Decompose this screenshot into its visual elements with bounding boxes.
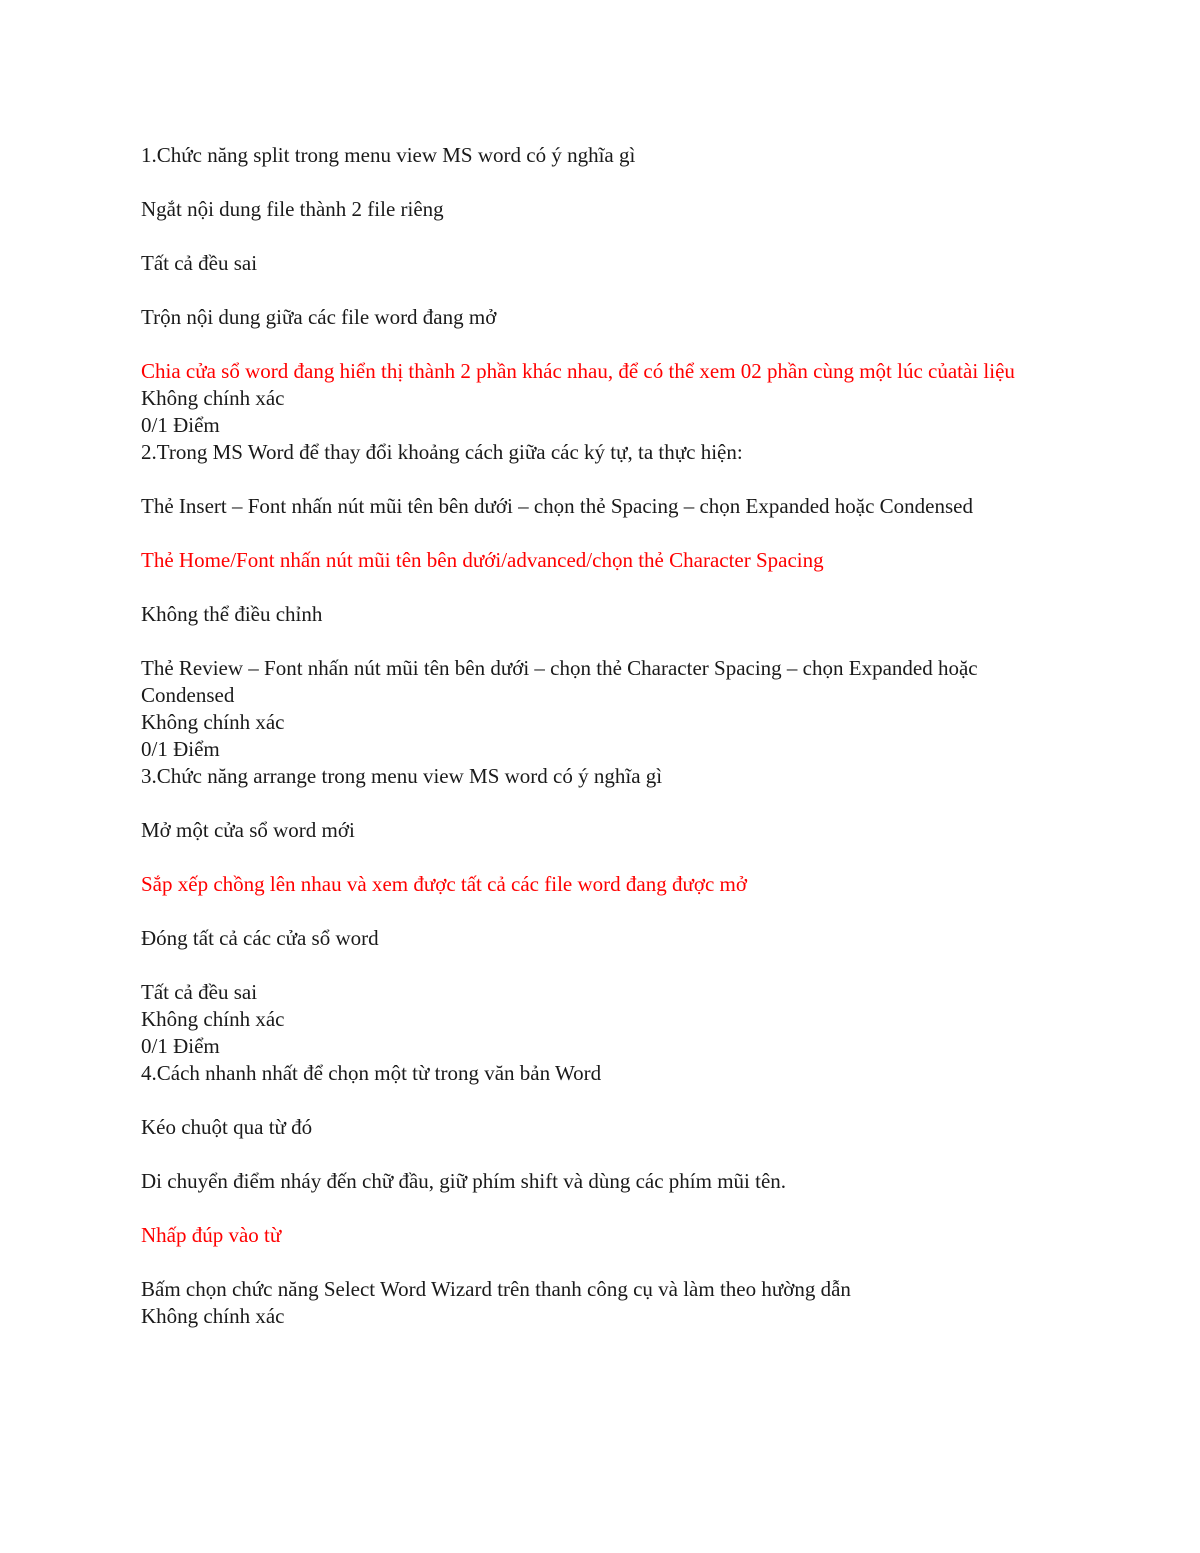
- question-1-option-3: Trộn nội dung giữa các file word đang mở: [141, 305, 497, 329]
- question-4-text: 4.Cách nhanh nhất để chọn một từ trong văn bản Word: [141, 1061, 602, 1085]
- question-1-result: Không chính xác: [141, 386, 285, 410]
- spacer: [141, 1249, 1041, 1276]
- spacer: [141, 898, 1041, 925]
- question-2-option-3: Không thể điều chỉnh: [141, 602, 323, 626]
- question-2-option-2-correct: Thẻ Home/Font nhấn nút mũi tên bên dưới/advanced/chọn thẻ Character Spacing: [141, 548, 824, 572]
- question-4-option-3-correct: Nhấp đúp vào từ: [141, 1223, 282, 1247]
- question-3-score: 0/1 Điểm: [141, 1034, 220, 1058]
- question-3-option-3: Đóng tất cả các cửa sổ word: [141, 926, 379, 950]
- question-4-option-1: Kéo chuột qua từ đó: [141, 1115, 313, 1139]
- question-3-option-4: Tất cả đều sai: [141, 980, 258, 1004]
- spacer: [141, 574, 1041, 601]
- question-2-option-1: Thẻ Insert – Font nhấn nút mũi tên bên dưới – chọn thẻ Spacing – chọn Expanded hoặc Condensed: [141, 494, 973, 518]
- spacer: [141, 1141, 1041, 1168]
- question-2-result: Không chính xác: [141, 710, 285, 734]
- question-1-score: 0/1 Điểm: [141, 413, 220, 437]
- question-3-option-1: Mở một cửa sổ word mới: [141, 818, 355, 842]
- question-3-option-2-correct: Sắp xếp chồng lên nhau và xem được tất cả các file word đang được mở: [141, 872, 747, 896]
- spacer: [141, 331, 1041, 358]
- spacer: [141, 628, 1041, 655]
- spacer: [141, 952, 1041, 979]
- question-3-result: Không chính xác: [141, 1007, 285, 1031]
- question-1-option-2: Tất cả đều sai: [141, 251, 258, 275]
- question-1-option-4-correct: Chia cửa sổ word đang hiển thị thành 2 phần khác nhau, để có thể xem 02 phần cùng một lúc củatài liệu: [141, 359, 1015, 383]
- spacer: [141, 844, 1041, 871]
- spacer: [141, 790, 1041, 817]
- spacer: [141, 1087, 1041, 1114]
- spacer: [141, 1195, 1041, 1222]
- question-2-text: 2.Trong MS Word để thay đổi khoảng cách giữa các ký tự, ta thực hiện:: [141, 440, 743, 464]
- question-2-score: 0/1 Điểm: [141, 737, 220, 761]
- question-3-text: 3.Chức năng arrange trong menu view MS word có ý nghĩa gì: [141, 764, 663, 788]
- question-2-option-4: Thẻ Review – Font nhấn nút mũi tên bên dưới – chọn thẻ Character Spacing – chọn Expanded hoặc Condensed: [141, 656, 978, 707]
- question-4-result: Không chính xác: [141, 1304, 285, 1328]
- spacer: [141, 169, 1041, 196]
- document-content: [141, 142, 1041, 1330]
- spacer: [141, 466, 1041, 493]
- spacer: [141, 277, 1041, 304]
- question-1-option-1: Ngắt nội dung file thành 2 file riêng: [141, 197, 444, 221]
- question-4-option-4: Bấm chọn chức năng Select Word Wizard trên thanh công cụ và làm theo hường dẫn: [141, 1277, 851, 1301]
- spacer: [141, 520, 1041, 547]
- question-1-text: 1.Chức năng split trong menu view MS word có ý nghĩa gì: [141, 143, 636, 167]
- spacer: [141, 223, 1041, 250]
- question-4-option-2: Di chuyển điểm nháy đến chữ đầu, giữ phím shift và dùng các phím mũi tên.: [141, 1169, 787, 1193]
